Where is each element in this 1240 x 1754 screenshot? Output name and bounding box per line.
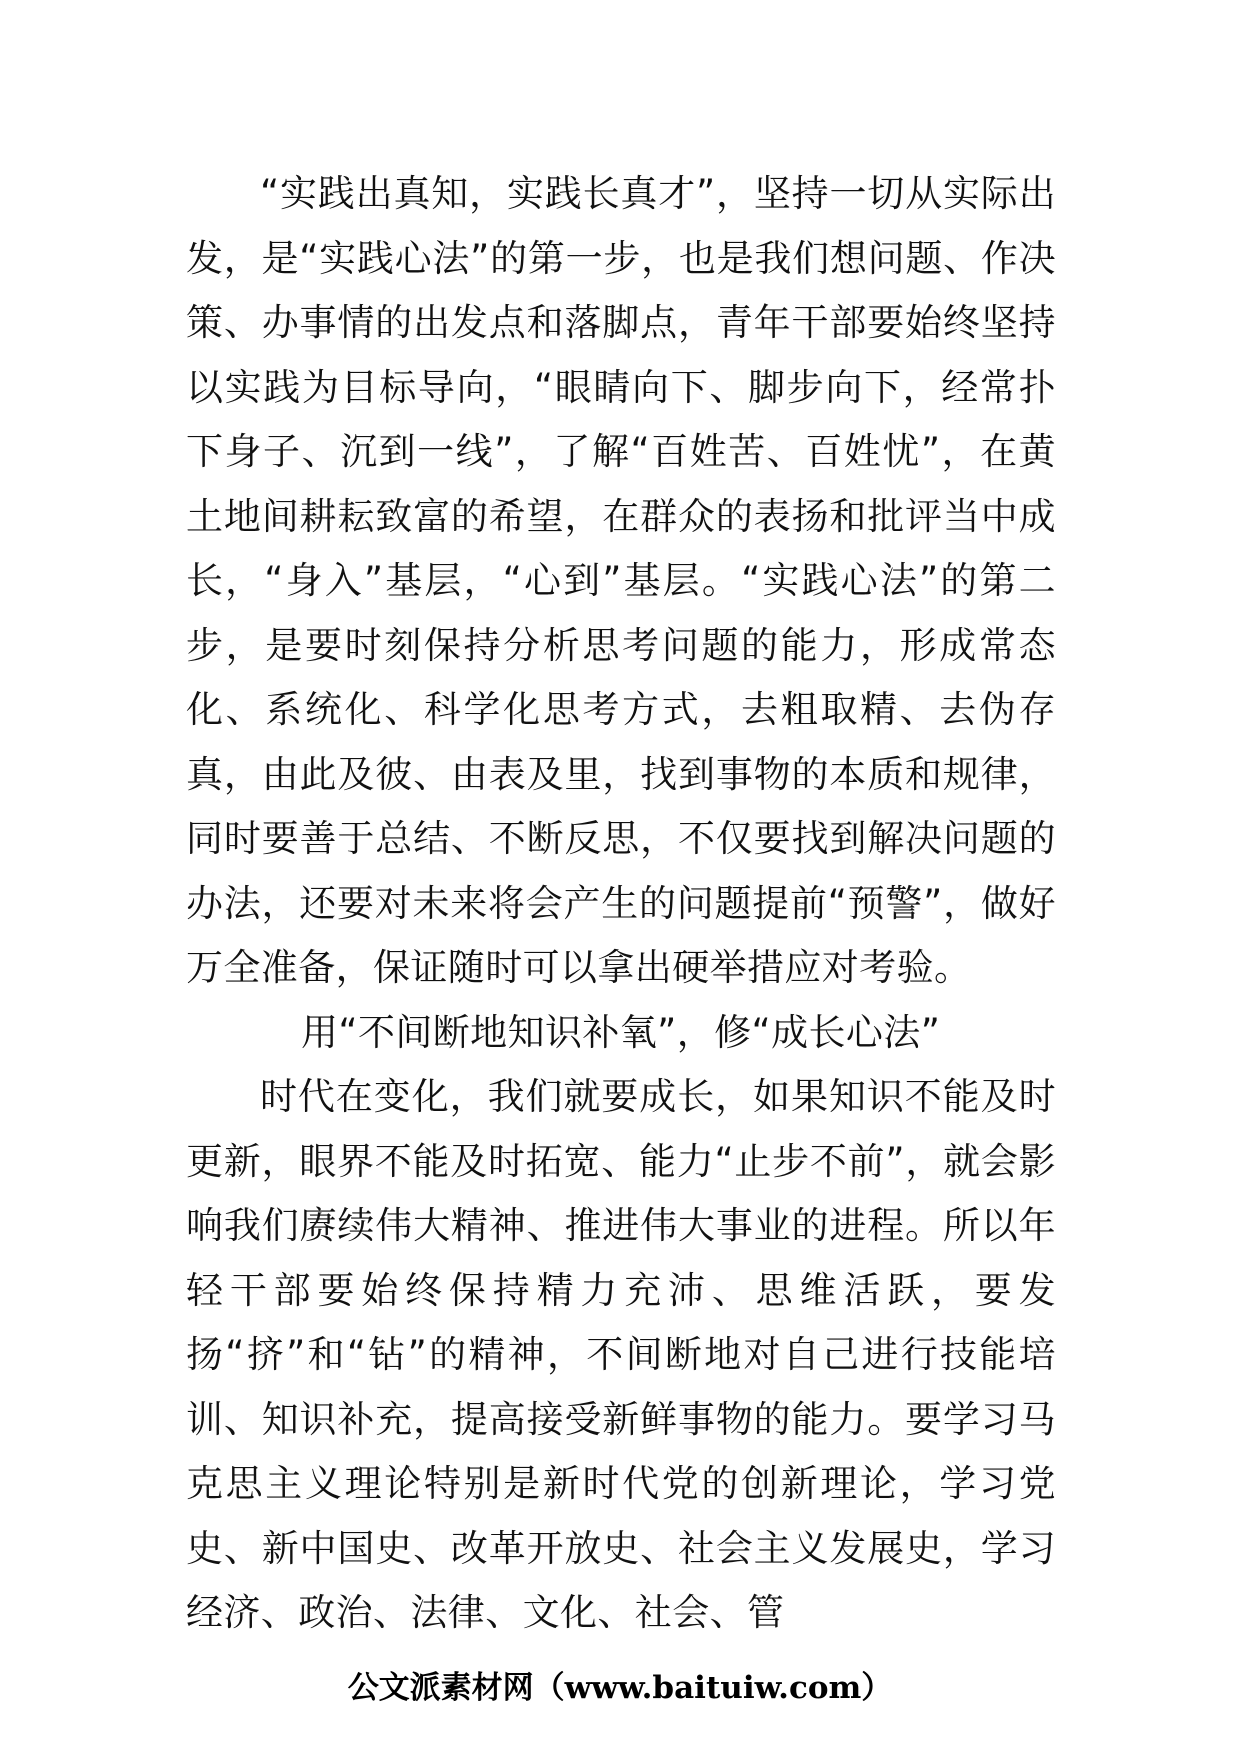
paragraph-practice-method: “实践出真知，实践长真才”，坚持一切从实际出发，是“实践心法”的第一步，也是我们想问题、作决策、办事情的出发点和落脚点，青年干部要始终坚持以实践为目标导向，“眼睛向下、脚步向下，经常扑下身子、沉到一线”，了解“百姓苦、百姓忧”，在黄土地间耕耘致富的希望，在群众的表扬和批评当中成长，“身入”基层，“心到”基层。“实践心法”的第二步，是要时刻保持分析思考问题的能力，形成常态化、系统化、科学化思考方式，去粗取精、去伪存真，由此及彼、由表及里，找到事物的本质和规律，同时要善于总结、不断反思，不仅要找到解决问题的办法，还要对未来将会产生的问题提前“预警”，做好万全准备，保证随时可以拿出硬举措应对考验。 [186, 172, 1056, 989]
section-heading-growth-method: 用“不间断地知识补氧”，修“成长心法” [301, 1010, 941, 1054]
paragraph-knowledge-oxygen: 时代在变化，我们就要成长，如果知识不能及时更新，眼界不能及时拓宽、能力“止步不前”，就会影响我们赓续伟大精神、推进伟大事业的进程。所以年轻干部要始终保持精力充沛、思维活跃，要发扬“挤”和“钻”的精神，不间断地对自己进行技能培训、知识补充，提高接受新鲜事物的能力。要学习马克思主义理论特别是新时代党的创新理论，学习党史、新中国史、改革开放史、社会主义发展史，学习经济、政治、法律、文化、社会、管 [186, 1075, 1056, 1634]
document-body [186, 162, 1056, 1646]
footer-watermark: 公文派素材网（www.baituiw.com） [347, 1670, 893, 1706]
